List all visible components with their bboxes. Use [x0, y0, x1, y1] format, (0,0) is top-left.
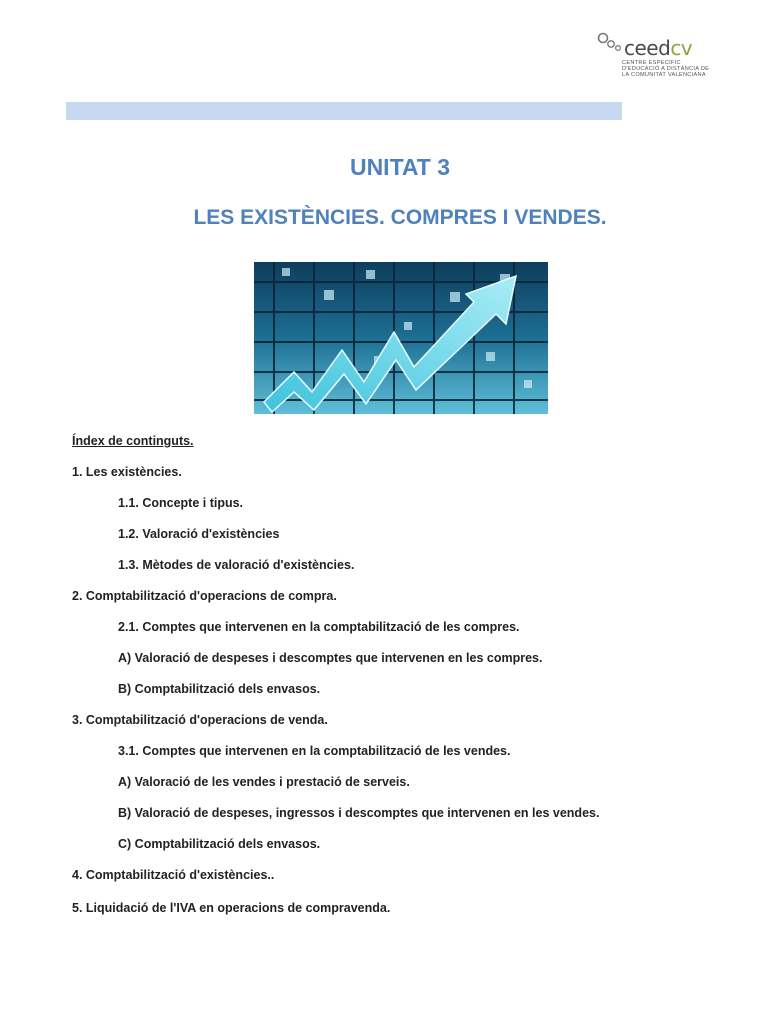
toc-item: B) Comptabilització dels envasos.	[118, 682, 321, 696]
toc-item: 2.1. Comptes que intervenen en la comptabilització de les compres.	[118, 620, 520, 634]
toc-heading: Índex de continguts.	[72, 434, 194, 448]
logo-subtitle-line: LA COMUNITAT VALENCIANA	[622, 72, 706, 79]
ceedcv-logo	[596, 30, 726, 82]
cover-image	[254, 262, 548, 414]
toc-item: 1.1. Concepte i tipus.	[118, 496, 244, 510]
toc-item: B) Valoració de despeses, ingressos i descomptes que intervenen en les vendes.	[118, 806, 600, 820]
toc-item: C) Comptabilització dels envasos.	[118, 837, 321, 851]
toc-item: 1. Les existències.	[72, 465, 182, 479]
unit-title: UNITAT 3	[349, 154, 451, 180]
toc-item: 2. Comptabilització d'operacions de compra.	[72, 589, 337, 603]
logo-subtitle-line: CENTRE ESPECÍFIC	[622, 60, 681, 66]
header-bar	[66, 102, 622, 120]
toc-item: 1.2. Valoració d'existències	[118, 527, 280, 541]
toc-item: 3.1. Comptes que intervenen en la comptabilització de les vendes.	[118, 744, 511, 758]
toc-item: 4. Comptabilització d'existències..	[72, 868, 275, 882]
document-title: LES EXISTÈNCIES. COMPRES I VENDES.	[193, 206, 607, 229]
logo-subtitle-line: D'EDUCACIÓ A DISTÀNCIA DE	[622, 66, 710, 73]
logo-wordmark	[624, 38, 692, 58]
toc-item: 1.3. Mètodes de valoració d'existències.	[118, 558, 355, 572]
toc-item: A) Valoració de les vendes i prestació de serveis.	[118, 775, 410, 789]
logo-wordmark-prefix: ceed	[624, 36, 671, 60]
toc-item: 5. Liquidació de l'IVA en operacions de compravenda.	[72, 901, 391, 915]
logo-wordmark-suffix: cv	[670, 36, 693, 60]
logo-subtitle	[622, 60, 709, 79]
toc-item: A) Valoració de despeses i descomptes que intervenen en les compres.	[118, 651, 543, 665]
toc-item: 3. Comptabilització d'operacions de venda.	[72, 713, 328, 727]
